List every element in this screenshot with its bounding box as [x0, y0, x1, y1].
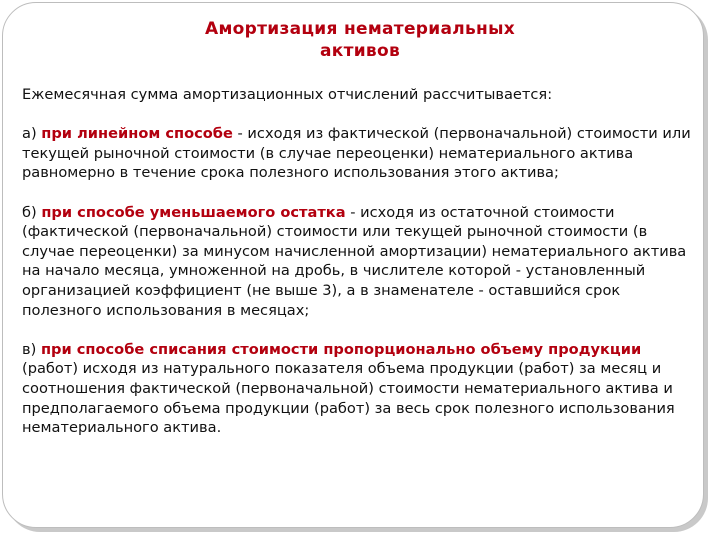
item-declining-balance	[22, 203, 692, 321]
slide-content	[22, 85, 692, 457]
item-prefix: а)	[22, 125, 42, 143]
item-text: - исходя из фактической (первоначальной) стоимости или текущей рыночной стоимости (в случае переоценки) нематериального актива равномерно в течение срока полезного использования этого актива;	[22, 125, 691, 182]
title-line-2: активов	[319, 41, 401, 61]
item-prefix: б)	[22, 203, 42, 221]
item-linear	[22, 124, 692, 183]
slide-title	[0, 18, 720, 62]
item-production-volume	[22, 340, 692, 438]
title-line-1: Амортизация нематериальных	[204, 19, 516, 39]
item-prefix: в)	[22, 340, 41, 358]
intro-paragraph: Ежемесячная сумма амортизационных отчислений рассчитывается:	[22, 86, 553, 103]
item-text: - исходя из остаточной стоимости (фактической (первоначальной) стоимости или текущей рыночной стоимости (в случае переоценки) за минусом начисленной амортизации) нематериального актива на начало месяца, умноженной на дробь, в числителе которой - установленный организацией коэффициент (не выше 3), а в знаменателе - оставшийся срок полезного использования в месяцах;	[22, 203, 687, 319]
item-text: (работ) исходя из натурального показателя объема продукции (работ) за месяц и соотношения фактической (первоначальной) стоимости нематериального актива и предполагаемого объема продукции (работ) за весь срок полезного использования нематериального актива.	[22, 360, 675, 437]
method-label: при линейном способе	[41, 125, 233, 143]
method-label: при способе уменьшаемого остатка	[41, 203, 346, 221]
method-label: при способе списания стоимости пропорционально объему продукции	[40, 340, 642, 358]
